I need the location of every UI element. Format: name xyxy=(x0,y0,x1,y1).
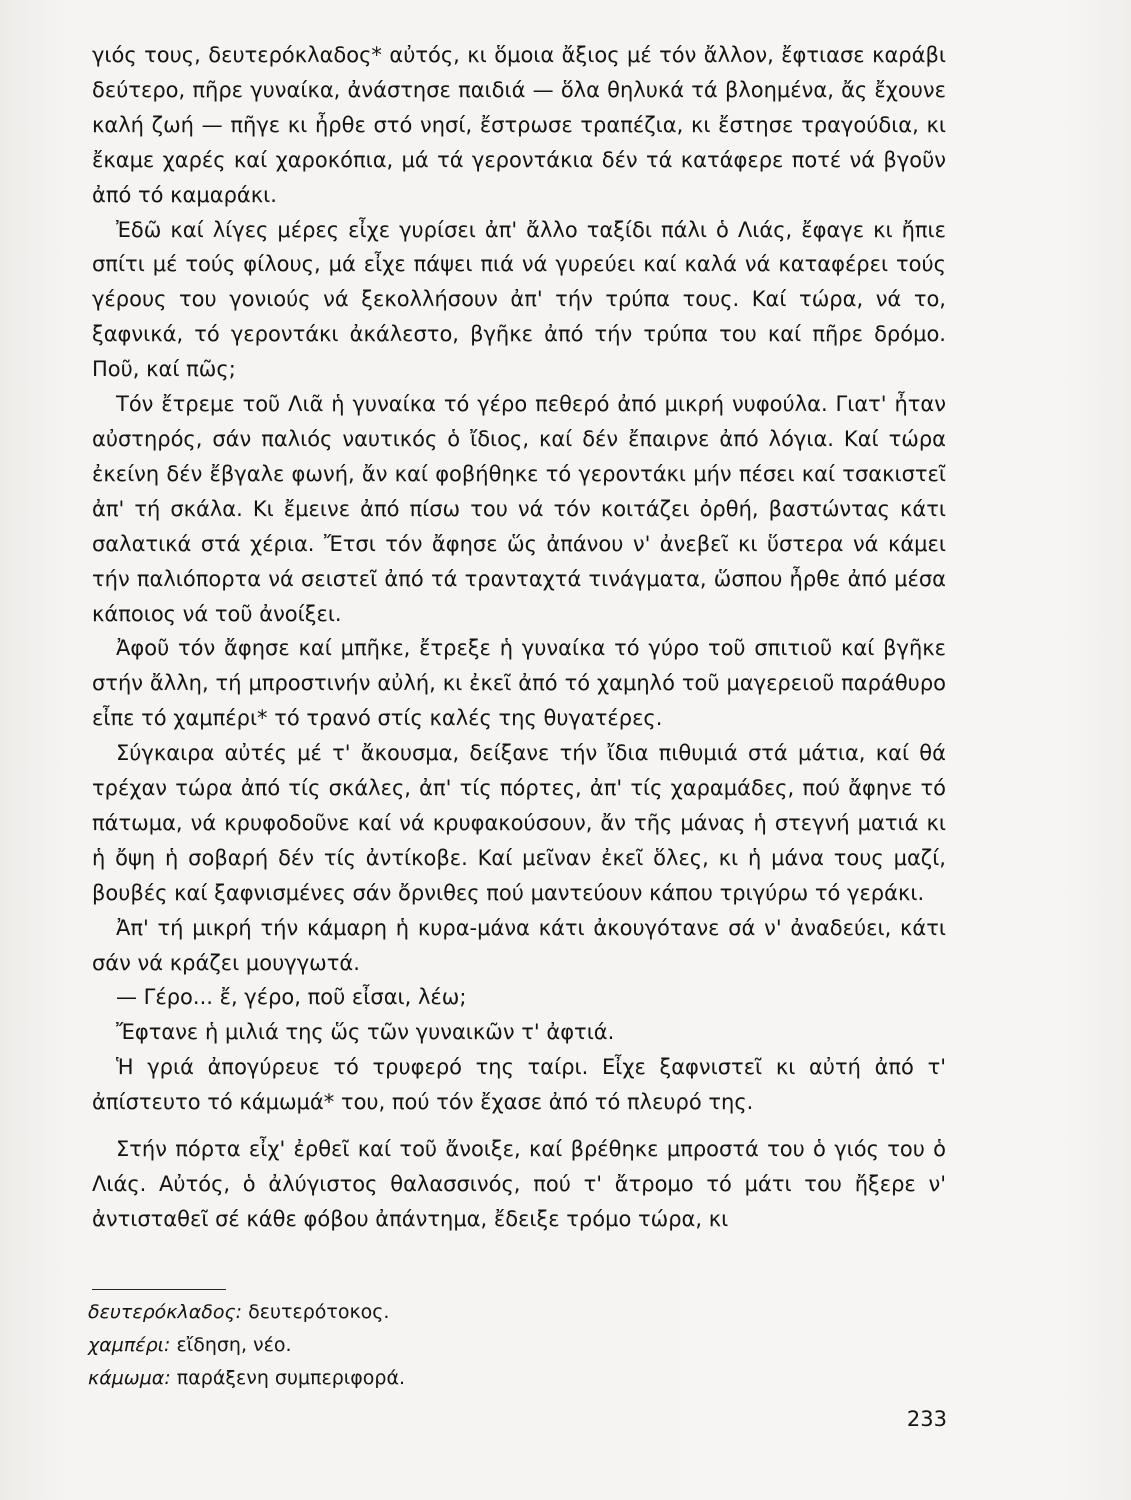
footnote-term: δευτερόκλαδος: xyxy=(88,1301,243,1323)
footnote xyxy=(88,1362,688,1395)
paragraph: Ἀφοῦ τόν ἄφησε καί μπῆκε, ἔτρεξε ἡ γυναίκα τό γύρο τοῦ σπιτιοῦ καί βγῆκε στήν ἄλλη, τή μπροστινήν αὐλή, κι ἐκεῖ ἀπό τό χαμηλό τοῦ μαγερειοῦ παράθυρο εἶπε τό χαμπέρι* τό τρανό στίς καλές της θυγατέρες. xyxy=(92,636,946,731)
paragraph: Σύγκαιρα αὐτές μέ τ' ἄκουσμα, δείξανε τήν ἴδια πιθυμιά στά μάτια, καί θά τρέχαν τώρα ἀπό τίς σκάλες, ἀπ' τίς πόρτες, ἀπ' τίς χαραμάδες, πού ἄφηνε τό πάτωμα, νά κρυφοδοῦνε καί νά κρυφακούσουν, ἄν τῆς μάνας ἡ στεγνή ματιά κι ἡ ὄψη ἡ σοβαρή δέν τίς ἀντίκοβε. Καί μεῖναν ἐκεῖ ὅλες, κι ἡ μάνα τους μαζί, βουβές καί ξαφνισμένες σάν ὄρνιθες πού μαντεύουν κάπου τριγύρω τό γεράκι. xyxy=(92,741,946,905)
paragraph: Ἀπ' τή μικρή τήν κάμαρη ἡ κυρα-μάνα κάτι ἀκουγότανε σά ν' ἀναδεύει, κάτι σάν νά κράζει μουγγωτά. xyxy=(92,915,946,975)
footnote-term: χαμπέρι: xyxy=(88,1334,171,1356)
main-text xyxy=(92,38,946,1237)
footnote xyxy=(88,1329,688,1362)
footnote-divider xyxy=(92,1289,226,1290)
paragraph: Ἔφτανε ἡ μιλιά της ὥς τῶν γυναικῶν τ' ἀφτιά. xyxy=(116,1020,615,1045)
footnote-term: κάμωμα: xyxy=(88,1367,171,1389)
dialogue-line: — Γέρο... ἔ, γέρο, ποῦ εἶσαι, λέω; xyxy=(116,985,467,1010)
footnote xyxy=(88,1296,688,1329)
paragraph: Στήν πόρτα εἶχ' ἐρθεῖ καί τοῦ ἄνοιξε, καί βρέθηκε μπροστά του ὁ γιός του ὁ Λιάς. Αὐτός, ὁ ἀλύγιστος θαλασσινός, πού τ' ἄτρομο τό μάτι του ἤξερε ν' ἀντισταθεῖ σέ κάθε φόβου ἀπάντημα, ἔδειξε τρόμο τώρα, κι xyxy=(92,1137,946,1231)
paragraph: Ἡ γριά ἀπογύρευε τό τρυφερό της ταίρι. Εἶχε ξαφνιστεῖ κι αὐτή ἀπό τ' ἀπίστευτο τό κάμωμά* του, πού τόν ἔχασε ἀπό τό πλευρό της. xyxy=(92,1055,946,1115)
footnote-definition: εἴδηση, νέο. xyxy=(176,1334,292,1356)
page-number: 233 xyxy=(906,1407,947,1431)
paragraph: Ἐδῶ καί λίγες μέρες εἶχε γυρίσει ἀπ' ἄλλο ταξίδι πάλι ὁ Λιάς, ἔφαγε κι ἤπιε σπίτι μέ τούς φίλους, μά εἶχε πάψει πιά νά γυρεύει καί καλά νά καταφέρει τούς γέρους του γονιούς νά ξεκολλήσουν ἀπ' τήν τρύπα τους. Καί τώρα, νά το, ξαφνικά, τό γεροντάκι ἀκάλεστο, βγῆκε ἀπό τήν τρύπα του καί πῆρε δρόμο. Ποῦ, καί πῶς; xyxy=(92,217,946,382)
paragraph: γιός τους, δευτερόκλαδος* αὐτός, κι ὅμοια ἄξιος μέ τόν ἄλλον, ἔφτιασε καράβι δεύτερο, πῆρε γυναίκα, ἀνάστησε παιδιά — ὅλα θηλυκά τά βλοημένα, ἄς ἔχουνε καλή ζωή — πῆγε κι ἦρθε στό νησί, ἔστρωσε τραπέζια, κι ἔστησε τραγούδια, κι ἔκαμε χαρές καί χαροκόπια, μά τά γεροντάκια δέν τά κατάφερε ποτέ νά βγοῦν ἀπό τό καμαράκι. xyxy=(92,43,946,207)
paragraph: Τόν ἔτρεμε τοῦ Λιᾶ ἡ γυναίκα τό γέρο πεθερό ἀπό μικρή νυφούλα. Γιατ' ἦταν αὐστηρός, σάν παλιός ναυτικός ὁ ἴδιος, καί δέν ἔπαιρνε ἀπό λόγια. Καί τώρα ἐκείνη δέν ἔβγαλε φωνή, ἄν καί φοβήθηκε τό γεροντάκι μήν πέσει καί τσακιστεῖ ἀπ' τή σκάλα. Κι ἔμεινε ἀπό πίσω του νά τόν κοιτάζει ὀρθή, βαστώντας κάτι σαλατικά στά χέρια. Ἔτσι τόν ἄφησε ὥς ἀπάνου ν' ἀνεβεῖ κι ὕστερα νά κάμει τήν παλιόπορτα νά σειστεῖ ἀπό τά τρανταχτά τινάγματα, ὥσπου ἦρθε ἀπό μέσα κάποιος νά τοῦ ἀνοίξει. xyxy=(92,392,946,626)
footnotes xyxy=(88,1296,688,1395)
footnote-definition: δευτερότοκος. xyxy=(248,1301,390,1323)
footnote-definition: παράξενη συμπεριφορά. xyxy=(176,1367,406,1389)
